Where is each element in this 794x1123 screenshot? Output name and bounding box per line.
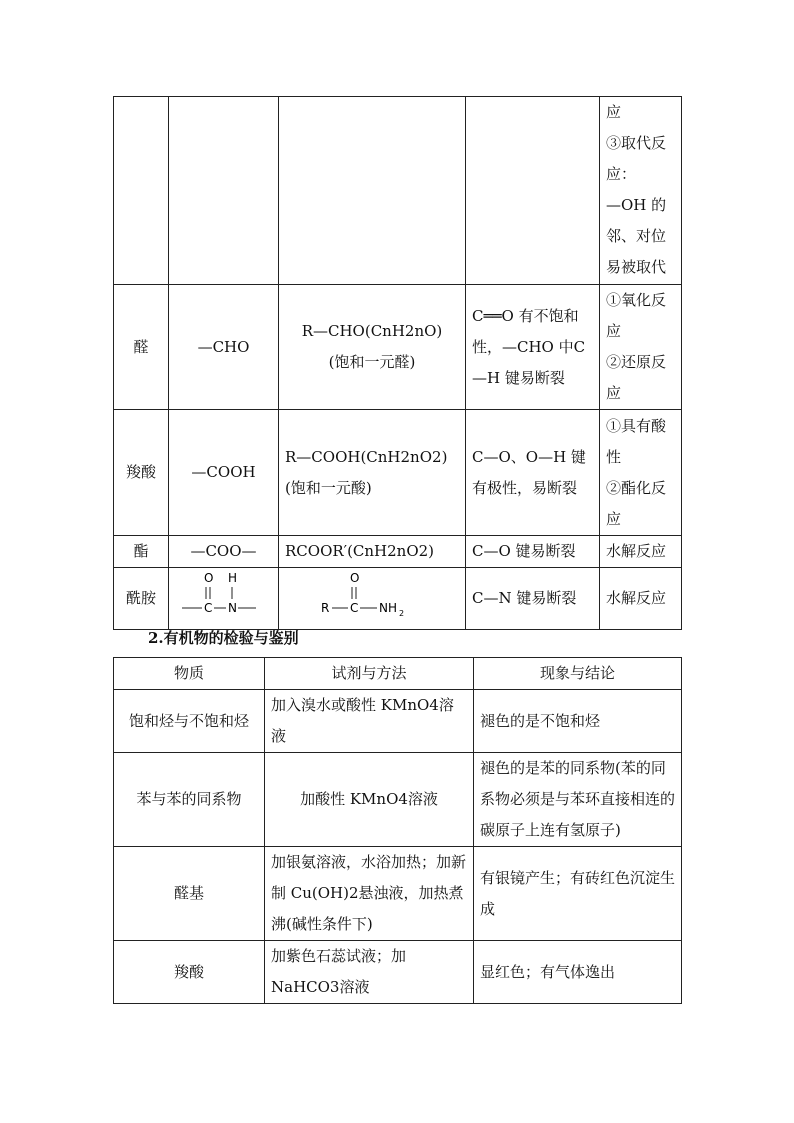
general-formula: R—CHO(CnH2nO) (饱和一元醛) xyxy=(279,285,466,410)
phenol-reaction-cell: 应 ③取代反应： —OH 的邻、对位易被取代 xyxy=(600,97,682,285)
atom-o: O xyxy=(203,571,213,585)
functional-group-table xyxy=(113,96,682,630)
method-cell: 加紫色石蕊试液；加NaHCO3溶液 xyxy=(265,941,474,1004)
method-cell: 加入溴水或酸性 KMnO4溶液 xyxy=(265,690,474,753)
column-header: 现象与结论 xyxy=(474,658,682,690)
structure-feature: C══O 有不饱和性，—CHO 中C—H 键易断裂 xyxy=(466,285,600,410)
general-formula: R—COOH(CnH2nO2) (饱和一元酸) xyxy=(279,410,466,536)
method-cell: 加银氨溶液，水浴加热；加新制 Cu(OH)2悬浊液，加热煮沸(碱性条件下) xyxy=(265,847,474,941)
structure-feature: C—O、O—H 键有极性，易断裂 xyxy=(466,410,600,536)
functional-group: —CHO xyxy=(169,285,279,410)
result-cell: 褪色的是不饱和烃 xyxy=(474,690,682,753)
table-cell xyxy=(279,97,466,285)
main-reactions: 水解反应 xyxy=(600,536,682,568)
column-header: 试剂与方法 xyxy=(265,658,474,690)
identification-table xyxy=(113,657,682,1004)
table-header-row xyxy=(114,658,682,690)
table-cell xyxy=(114,97,169,285)
table-row xyxy=(114,568,682,630)
main-reactions: ①具有酸性 ②酯化反应 xyxy=(600,410,682,536)
table-row xyxy=(114,753,682,847)
method-cell: 加酸性 KMnO4溶液 xyxy=(265,753,474,847)
substance-cell: 饱和烃与不饱和烃 xyxy=(114,690,265,753)
result-cell: 褪色的是苯的同系物(苯的同系物必须是与苯环直接相连的碳原子上连有氢原子) xyxy=(474,753,682,847)
atom-r: R xyxy=(321,601,330,615)
structure-feature: C—N 键易断裂 xyxy=(466,568,600,630)
subscript-2: 2 xyxy=(399,609,405,618)
structure-feature: C—O 键易断裂 xyxy=(466,536,600,568)
main-reactions: 水解反应 xyxy=(600,568,682,630)
table-row xyxy=(114,97,682,285)
substance-cell: 醛基 xyxy=(114,847,265,941)
substance-cell: 羧酸 xyxy=(114,941,265,1004)
amide-formula-structure xyxy=(279,568,466,630)
compound-name: 酰胺 xyxy=(114,568,169,630)
general-formula: RCOOR′(CnH2nO2) xyxy=(279,536,466,568)
table-row xyxy=(114,690,682,753)
amide-group-structure xyxy=(169,568,279,630)
atom-h: H xyxy=(227,571,237,585)
table-row xyxy=(114,847,682,941)
compound-name: 酯 xyxy=(114,536,169,568)
main-reactions: ①氧化反应 ②还原反应 xyxy=(600,285,682,410)
result-cell: 显红色；有气体逸出 xyxy=(474,941,682,1004)
compound-name: 羧酸 xyxy=(114,410,169,536)
functional-group: —COO— xyxy=(169,536,279,568)
atom-c: C xyxy=(203,601,212,615)
atom-o: O xyxy=(350,571,360,585)
amide-group-diagram xyxy=(176,568,272,618)
atom-n: N xyxy=(227,601,237,615)
section-heading: 2.有机物的检验与鉴别 xyxy=(148,629,299,647)
table-row xyxy=(114,941,682,1004)
functional-group: —COOH xyxy=(169,410,279,536)
table-cell xyxy=(466,97,600,285)
table-row xyxy=(114,285,682,410)
amide-formula-diagram xyxy=(317,568,427,618)
atom-c: C xyxy=(350,601,359,615)
table-cell xyxy=(169,97,279,285)
column-header: 物质 xyxy=(114,658,265,690)
compound-name: 醛 xyxy=(114,285,169,410)
result-cell: 有银镜产生；有砖红色沉淀生成 xyxy=(474,847,682,941)
table-row xyxy=(114,536,682,568)
atom-nh: NH xyxy=(379,601,397,615)
table-row xyxy=(114,410,682,536)
substance-cell: 苯与苯的同系物 xyxy=(114,753,265,847)
